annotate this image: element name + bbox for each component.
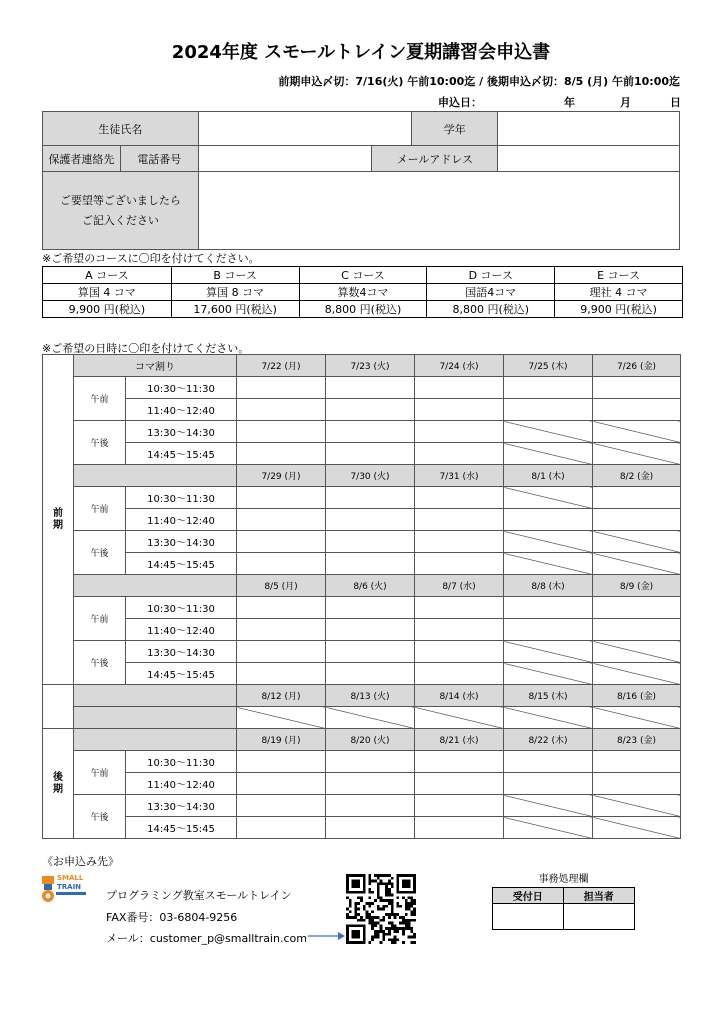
schedule-slot[interactable] xyxy=(237,663,326,685)
unavailable-slot xyxy=(593,443,681,465)
schedule-slot[interactable] xyxy=(326,641,415,663)
unavailable-slot xyxy=(593,641,681,663)
date-header: 8/7 (水) xyxy=(415,575,504,597)
schedule-slot[interactable] xyxy=(504,509,593,531)
date-header: 8/12 (月) xyxy=(237,685,326,707)
pm-label: 午後 xyxy=(74,421,126,465)
slot-header-label xyxy=(74,729,237,751)
date-header: 8/13 (火) xyxy=(326,685,415,707)
logo-text-small: SMALL xyxy=(57,874,84,882)
schedule-slot[interactable] xyxy=(415,619,504,641)
contact-heading: 《お申込み先》 xyxy=(42,855,119,868)
grade-field[interactable] xyxy=(498,112,680,146)
period-time: 10:30～11:30 xyxy=(126,751,237,773)
slot-label-empty xyxy=(74,707,237,729)
student-name-label: 生徒氏名 xyxy=(43,112,199,146)
date-header: 8/15 (木) xyxy=(504,685,593,707)
course-price[interactable]: 8,800 円(税込) xyxy=(427,301,555,318)
period-time: 10:30～11:30 xyxy=(126,377,237,399)
unavailable-slot xyxy=(593,795,681,817)
date-header: 8/20 (火) xyxy=(326,729,415,751)
schedule-slot[interactable] xyxy=(415,421,504,443)
first-term-label: 前 期 xyxy=(43,355,74,685)
logo-text-train: TRAIN xyxy=(57,883,82,891)
schedule-slot[interactable] xyxy=(415,817,504,839)
schedule-slot[interactable] xyxy=(237,421,326,443)
schedule-slot[interactable] xyxy=(237,817,326,839)
schedule-slot[interactable] xyxy=(237,641,326,663)
unavailable-slot xyxy=(504,553,593,575)
unavailable-slot xyxy=(504,707,593,729)
course-content[interactable]: 算国 8 コマ xyxy=(171,284,299,301)
schedule-slot[interactable] xyxy=(415,773,504,795)
schedule-slot[interactable] xyxy=(593,509,681,531)
course-content[interactable]: 国語4コマ xyxy=(427,284,555,301)
date-header: 7/29 (月) xyxy=(237,465,326,487)
schedule-slot[interactable] xyxy=(593,773,681,795)
unavailable-slot xyxy=(326,707,415,729)
date-header: 8/5 (月) xyxy=(237,575,326,597)
application-date xyxy=(434,94,680,108)
second-term-label: 後 期 xyxy=(43,729,74,839)
course-name: C コース xyxy=(299,267,427,284)
unavailable-slot xyxy=(504,795,593,817)
schedule-slot[interactable] xyxy=(415,553,504,575)
schedule-slot[interactable] xyxy=(593,487,681,509)
fax-number: FAX番号：03-6804-9256 xyxy=(106,911,238,924)
schedule-slot[interactable] xyxy=(326,597,415,619)
month-label: 月 xyxy=(620,96,631,109)
period-time: 13:30～14:30 xyxy=(126,531,237,553)
am-label: 午前 xyxy=(74,487,126,531)
schedule-slot[interactable] xyxy=(237,795,326,817)
date-header: 8/23 (金) xyxy=(593,729,681,751)
school-name: プログラミング教室スモールトレイン xyxy=(106,889,292,902)
course-name: B コース xyxy=(171,267,299,284)
schedule-slot[interactable] xyxy=(593,377,681,399)
date-header: 7/25 (木) xyxy=(504,355,593,377)
date-header: 8/9 (金) xyxy=(593,575,681,597)
period-time: 11:40～12:40 xyxy=(126,509,237,531)
schedule-slot[interactable] xyxy=(415,443,504,465)
period-time: 11:40～12:40 xyxy=(126,619,237,641)
period-time: 11:40～12:40 xyxy=(126,773,237,795)
am-label: 午前 xyxy=(74,751,126,795)
schedule-slot[interactable] xyxy=(326,553,415,575)
slot-header-label xyxy=(74,685,237,707)
period-time: 13:30～14:30 xyxy=(126,421,237,443)
schedule-slot[interactable] xyxy=(237,377,326,399)
schedule-slot[interactable] xyxy=(326,399,415,421)
date-header: 7/24 (水) xyxy=(415,355,504,377)
schedule-slot[interactable] xyxy=(237,487,326,509)
am-label: 午前 xyxy=(74,597,126,641)
unavailable-slot xyxy=(504,663,593,685)
slot-header-label: コマ割り xyxy=(74,355,237,377)
schedule-slot[interactable] xyxy=(593,399,681,421)
schedule-slot[interactable] xyxy=(237,531,326,553)
schedule-slot[interactable] xyxy=(593,619,681,641)
schedule-slot[interactable] xyxy=(415,531,504,553)
course-price[interactable]: 9,900 円(税込) xyxy=(43,301,172,318)
pm-label: 午後 xyxy=(74,531,126,575)
qr-code-icon[interactable] xyxy=(346,874,416,944)
schedule-slot[interactable] xyxy=(504,619,593,641)
date-header: 8/8 (木) xyxy=(504,575,593,597)
schedule-slot[interactable] xyxy=(326,619,415,641)
schedule-slot[interactable] xyxy=(504,597,593,619)
received-date-label: 受付日 xyxy=(493,888,564,904)
grade-label: 学年 xyxy=(412,112,498,146)
received-date-field[interactable] xyxy=(493,904,564,930)
course-price[interactable]: 9,900 円(税込) xyxy=(555,301,683,318)
schedule-slot[interactable] xyxy=(326,531,415,553)
schedule-table xyxy=(42,354,681,839)
schedule-slot[interactable] xyxy=(415,751,504,773)
smalltrain-logo xyxy=(40,870,96,912)
email-label: メールアドレス xyxy=(372,146,498,172)
requests-label-line2: ご記入ください xyxy=(81,213,159,227)
schedule-slot[interactable] xyxy=(415,377,504,399)
date-header: 7/22 (月) xyxy=(237,355,326,377)
office-use-label: 事務処理欄 xyxy=(538,874,589,885)
schedule-slot[interactable] xyxy=(237,399,326,421)
schedule-slot[interactable] xyxy=(237,751,326,773)
course-name: D コース xyxy=(427,267,555,284)
schedule-slot[interactable] xyxy=(593,751,681,773)
schedule-slot[interactable] xyxy=(237,443,326,465)
unavailable-slot xyxy=(415,707,504,729)
staff-field[interactable] xyxy=(563,904,635,930)
schedule-slot[interactable] xyxy=(415,641,504,663)
schedule-slot[interactable] xyxy=(237,553,326,575)
unavailable-slot xyxy=(593,663,681,685)
phone-label: 電話番号 xyxy=(120,146,198,172)
unavailable-slot xyxy=(593,553,681,575)
date-header: 8/1 (木) xyxy=(504,465,593,487)
blank-term-cell xyxy=(43,685,74,729)
schedule-note: ※ご希望の日時に〇印を付けてください。 xyxy=(42,342,250,355)
unavailable-slot xyxy=(593,707,681,729)
application-date-label: 申込日： xyxy=(438,96,482,109)
pm-label: 午後 xyxy=(74,641,126,685)
date-header: 8/16 (金) xyxy=(593,685,681,707)
schedule-slot[interactable] xyxy=(326,751,415,773)
period-time: 10:30～11:30 xyxy=(126,487,237,509)
date-header: 8/14 (水) xyxy=(415,685,504,707)
student-name-field[interactable] xyxy=(198,112,412,146)
day-label: 日 xyxy=(670,96,681,109)
unavailable-slot xyxy=(593,421,681,443)
date-header: 8/6 (火) xyxy=(326,575,415,597)
am-label: 午前 xyxy=(74,377,126,421)
unavailable-slot xyxy=(504,641,593,663)
course-price[interactable]: 17,600 円(税込) xyxy=(171,301,299,318)
schedule-slot[interactable] xyxy=(237,509,326,531)
student-info-table xyxy=(42,111,680,250)
slot-header-label xyxy=(74,465,237,487)
unavailable-slot xyxy=(504,487,593,509)
schedule-slot[interactable] xyxy=(415,663,504,685)
period-time: 14:45～15:45 xyxy=(126,663,237,685)
schedule-slot[interactable] xyxy=(237,619,326,641)
email-address: メール：customer_p@smalltrain.com xyxy=(106,932,307,945)
requests-label xyxy=(43,172,199,250)
schedule-slot[interactable] xyxy=(593,597,681,619)
course-content[interactable]: 算国 4 コマ xyxy=(43,284,172,301)
schedule-slot[interactable] xyxy=(237,597,326,619)
period-time: 11:40～12:40 xyxy=(126,399,237,421)
course-price[interactable]: 8,800 円(税込) xyxy=(299,301,427,318)
schedule-slot[interactable] xyxy=(326,377,415,399)
unavailable-slot xyxy=(593,531,681,553)
schedule-slot[interactable] xyxy=(415,399,504,421)
schedule-slot[interactable] xyxy=(415,795,504,817)
unavailable-slot xyxy=(504,421,593,443)
date-header: 8/21 (水) xyxy=(415,729,504,751)
date-header: 7/26 (金) xyxy=(593,355,681,377)
date-header: 7/30 (火) xyxy=(326,465,415,487)
requests-label-line1: ご要望等ございましたら xyxy=(59,193,181,207)
course-name: E コース xyxy=(555,267,683,284)
period-time: 13:30～14:30 xyxy=(126,795,237,817)
schedule-slot[interactable] xyxy=(415,487,504,509)
schedule-slot[interactable] xyxy=(237,773,326,795)
schedule-slot[interactable] xyxy=(504,377,593,399)
arrow-right-icon xyxy=(306,930,346,942)
pm-label: 午後 xyxy=(74,795,126,839)
unavailable-slot xyxy=(237,707,326,729)
period-time: 14:45～15:45 xyxy=(126,553,237,575)
course-content[interactable]: 理社 4 コマ xyxy=(555,284,683,301)
unavailable-slot xyxy=(504,531,593,553)
date-header: 8/2 (金) xyxy=(593,465,681,487)
date-header: 7/31 (水) xyxy=(415,465,504,487)
slot-header-label xyxy=(74,575,237,597)
course-name: A コース xyxy=(43,267,172,284)
course-content[interactable]: 算数4コマ xyxy=(299,284,427,301)
deadline-text: 前期申込〆切：7/16(火) 午前10:00迄 / 後期申込〆切：8/5 (月) 午前10:00迄 xyxy=(278,75,680,88)
office-use-table xyxy=(492,887,635,930)
phone-field[interactable] xyxy=(198,146,372,172)
requests-field[interactable] xyxy=(198,172,679,250)
email-field[interactable] xyxy=(498,146,680,172)
schedule-slot[interactable] xyxy=(415,597,504,619)
period-time: 10:30～11:30 xyxy=(126,597,237,619)
schedule-slot[interactable] xyxy=(415,509,504,531)
unavailable-slot xyxy=(504,443,593,465)
schedule-slot[interactable] xyxy=(326,421,415,443)
schedule-slot[interactable] xyxy=(326,795,415,817)
schedule-slot[interactable] xyxy=(326,509,415,531)
course-note: ※ご希望のコースに〇印を付けてください。 xyxy=(42,252,260,265)
unavailable-slot xyxy=(504,817,593,839)
period-time: 13:30～14:30 xyxy=(126,641,237,663)
schedule-slot[interactable] xyxy=(326,773,415,795)
period-time: 14:45～15:45 xyxy=(126,817,237,839)
unavailable-slot xyxy=(593,817,681,839)
schedule-slot[interactable] xyxy=(326,487,415,509)
staff-label: 担当者 xyxy=(563,888,635,904)
schedule-slot[interactable] xyxy=(504,399,593,421)
schedule-slot[interactable] xyxy=(326,443,415,465)
period-time: 14:45～15:45 xyxy=(126,443,237,465)
year-label: 年 xyxy=(564,96,575,109)
date-header: 7/23 (火) xyxy=(326,355,415,377)
schedule-slot[interactable] xyxy=(326,817,415,839)
schedule-slot[interactable] xyxy=(504,751,593,773)
schedule-slot[interactable] xyxy=(326,663,415,685)
course-table xyxy=(42,266,683,318)
date-header: 8/22 (木) xyxy=(504,729,593,751)
date-header: 8/19 (月) xyxy=(237,729,326,751)
schedule-slot[interactable] xyxy=(504,773,593,795)
page-title: 2024年度 スモールトレイン夏期講習会申込書 xyxy=(171,42,551,63)
guardian-contact-label: 保護者連絡先 xyxy=(43,146,121,172)
